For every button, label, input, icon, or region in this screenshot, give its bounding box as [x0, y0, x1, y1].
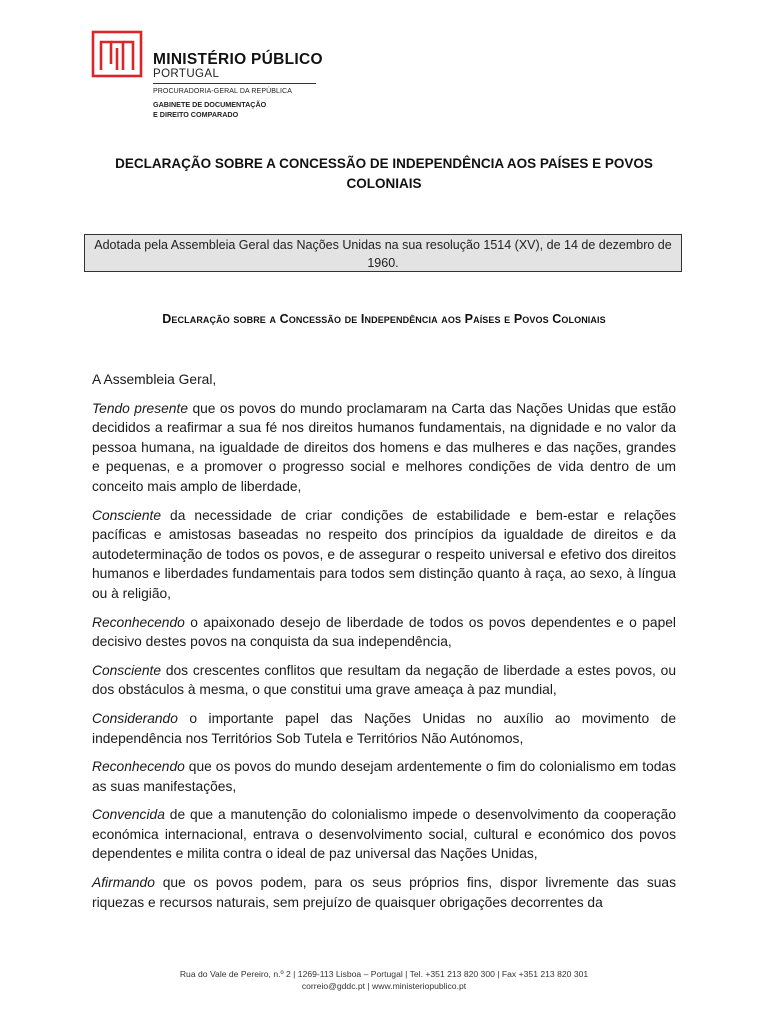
- paragraph-text: dos crescentes conflitos que resultam da negação de liberdade a estes povos, ou dos obstáculos à mesma, o que constitui uma grave ameaça à paz mundial,: [92, 662, 676, 698]
- logo-title: MINISTÉRIO PÚBLICO: [153, 51, 323, 68]
- ministerio-publico-emblem-icon: [91, 30, 143, 78]
- paragraph-text: que os povos do mundo desejam ardentemente o fim do colonialismo em todas as suas manifestações,: [92, 759, 676, 794]
- preamble-paragraph: [92, 805, 676, 864]
- logo-organization: PROCURADORIA-GERAL DA REPÚBLICA: [153, 88, 292, 95]
- logo-department-line2: E DIREITO COMPARADO: [153, 109, 239, 119]
- paragraph-text: que os povos do mundo proclamaram na Carta das Nações Unidas que estão decididos a reafirmar a sua fé nos direitos humanos fundamentais, na dignidade e no valor da pessoa humana, na igualdade de direitos dos homens e das mulheres e das nações, grandes e pequenas, e a promover o progresso social e melhores condições de vida dentro de um conceito mais amplo de liberdade,: [92, 400, 676, 494]
- paragraph-lead: Afirmando: [92, 875, 155, 891]
- document-subtitle: Declaração sobre a Concessão de Independência aos Países e Povos Coloniais: [162, 312, 606, 326]
- paragraph-lead: Consciente: [92, 507, 162, 523]
- preamble-paragraph: [92, 661, 676, 700]
- paragraph-text: que os povos podem, para os seus próprios fins, dispor livremente das suas riquezas e recursos naturais, sem prejuízo de quaisquer obrigações decorrentes da: [92, 875, 676, 910]
- paragraph-text: da necessidade de criar condições de estabilidade e bem-estar e relações pacíficas e amistosas baseadas no respeito dos princípios da igualdade de direitos e da autodeterminação de todos os povos, e de assegurar o respeito universal e efetivo dos direitos humanos e liberdades fundamentais para todos sem distinção quanto à raça, ao sexo, à língua ou à religião,: [92, 507, 676, 601]
- opening-line: A Assembleia Geral,: [92, 372, 217, 387]
- document-title: DECLARAÇÃO SOBRE A CONCESSÃO DE INDEPENDÊNCIA AOS PAÍSES E POVOS COLONIAIS: [115, 156, 653, 191]
- preamble-paragraph: [92, 506, 676, 604]
- footer-address: Rua do Vale de Pereiro, n.º 2 | 1269-113 Lisboa – Portugal | Tel. +351 213 820 300 | Fax +351 213 820 301: [179, 969, 589, 979]
- paragraph-text: o apaixonado desejo de liberdade de todos os povos dependentes e o papel decisivo destes povos na conquista da sua independência,: [92, 614, 676, 650]
- preamble-paragraph: [92, 757, 676, 796]
- paragraph-lead: Reconhecendo: [92, 614, 185, 630]
- logo-divider: [153, 83, 316, 84]
- paragraph-lead: Convencida: [92, 807, 165, 823]
- paragraph-text: de que a manutenção do colonialismo impede o desenvolvimento da cooperação económica internacional, entrava o desenvolvimento social, cultural e económico dos povos dependentes e milita contra o ideal de paz universal das Nações Unidas,: [92, 807, 676, 862]
- logo-country: PORTUGAL: [153, 68, 220, 80]
- adoption-note-box: Adotada pela Assembleia Geral das Nações Unidas na sua resolução 1514 (XV), de 14 de dezembro de 1960.: [84, 234, 682, 272]
- paragraph-lead: Tendo presente: [92, 400, 188, 416]
- paragraph-lead: Reconhecendo: [92, 759, 185, 775]
- preamble-paragraphs: [92, 399, 676, 913]
- preamble-paragraph: [92, 613, 676, 652]
- paragraph-text: o importante papel das Nações Unidas no auxílio ao movimento de independência nos Territórios Sob Tutela e Territórios Não Autónomos,: [92, 710, 676, 746]
- preamble-paragraph: [92, 709, 676, 748]
- logo-department-line1: GABINETE DE DOCUMENTAÇÃO: [153, 100, 267, 109]
- preamble-paragraph: [92, 399, 676, 497]
- paragraph-lead: Considerando: [92, 710, 178, 726]
- paragraph-lead: Consciente: [92, 662, 162, 678]
- preamble-paragraph: [92, 873, 676, 912]
- logo-department: [153, 100, 266, 119]
- page-footer: [92, 968, 676, 992]
- ministerio-publico-logo: [91, 30, 331, 122]
- footer-contact: correio@gddc.pt | www.ministeriopublico.pt: [301, 981, 467, 991]
- document-body: [92, 370, 676, 921]
